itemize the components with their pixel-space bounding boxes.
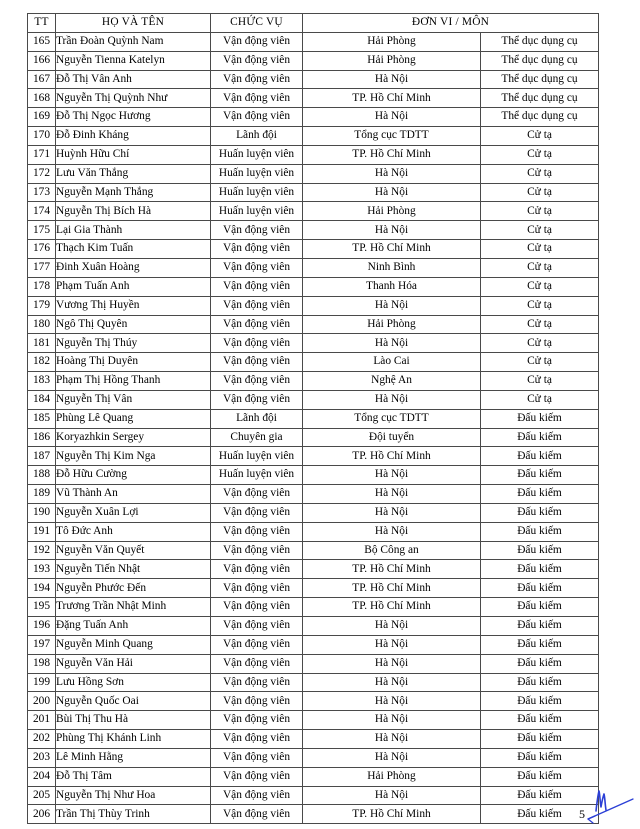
table-row (28, 296, 599, 315)
cell-unit: Hà Nội (303, 70, 481, 89)
cell-role: Vận động viên (211, 654, 303, 673)
cell-sport: Đấu kiếm (481, 541, 599, 560)
cell-tt: 166 (28, 51, 56, 70)
cell-tt: 192 (28, 541, 56, 560)
cell-unit: Hà Nội (303, 164, 481, 183)
cell-role: Huấn luyện viên (211, 447, 303, 466)
table-row (28, 730, 599, 749)
cell-sport: Đấu kiếm (481, 579, 599, 598)
cell-sport: Đấu kiếm (481, 466, 599, 485)
table-row (28, 372, 599, 391)
cell-tt: 190 (28, 503, 56, 522)
cell-name: Lại Gia Thành (56, 221, 211, 240)
cell-unit: Hải Phòng (303, 202, 481, 221)
cell-name: Nguyễn Phước Đến (56, 579, 211, 598)
cell-name: Nguyễn Tienna Katelyn (56, 51, 211, 70)
cell-role: Vận động viên (211, 296, 303, 315)
cell-name: Phạm Thị Hồng Thanh (56, 372, 211, 391)
cell-unit: TP. Hồ Chí Minh (303, 447, 481, 466)
table-header (28, 14, 599, 33)
page-number: 5 (579, 807, 585, 821)
cell-role: Vận động viên (211, 221, 303, 240)
cell-unit: TP. Hồ Chí Minh (303, 598, 481, 617)
cell-sport: Thể dục dụng cụ (481, 51, 599, 70)
cell-unit: Hải Phòng (303, 315, 481, 334)
cell-sport: Cử tạ (481, 127, 599, 146)
cell-role: Huấn luyện viên (211, 145, 303, 164)
cell-unit: Hà Nội (303, 654, 481, 673)
table-row (28, 70, 599, 89)
cell-sport: Cử tạ (481, 334, 599, 353)
cell-role: Vận động viên (211, 277, 303, 296)
cell-sport: Thể dục dụng cụ (481, 108, 599, 127)
table-row (28, 767, 599, 786)
cell-unit: Hà Nội (303, 390, 481, 409)
cell-unit: Hà Nội (303, 673, 481, 692)
cell-unit: Hà Nội (303, 485, 481, 504)
cell-role: Vận động viên (211, 748, 303, 767)
cell-unit: Hà Nội (303, 183, 481, 202)
table-row (28, 32, 599, 51)
cell-role: Vận động viên (211, 805, 303, 824)
cell-sport: Cử tạ (481, 372, 599, 391)
cell-unit: Hải Phòng (303, 767, 481, 786)
table-row (28, 579, 599, 598)
cell-unit: Hà Nội (303, 221, 481, 240)
cell-sport: Cử tạ (481, 221, 599, 240)
cell-name: Vũ Thành An (56, 485, 211, 504)
cell-name: Thạch Kim Tuấn (56, 240, 211, 259)
cell-role: Vận động viên (211, 560, 303, 579)
cell-name: Hoàng Thị Duyên (56, 353, 211, 372)
cell-name: Nguyễn Xuân Lợi (56, 503, 211, 522)
cell-tt: 167 (28, 70, 56, 89)
cell-sport: Đấu kiếm (481, 654, 599, 673)
cell-name: Lê Minh Hằng (56, 748, 211, 767)
cell-unit: Nghệ An (303, 372, 481, 391)
cell-tt: 177 (28, 258, 56, 277)
cell-unit: Hà Nội (303, 617, 481, 636)
cell-unit: Hải Phòng (303, 32, 481, 51)
cell-role: Huấn luyện viên (211, 466, 303, 485)
cell-role: Vận động viên (211, 786, 303, 805)
cell-sport: Thể dục dụng cụ (481, 70, 599, 89)
table-row (28, 277, 599, 296)
cell-sport: Đấu kiếm (481, 730, 599, 749)
table-row (28, 503, 599, 522)
table-row (28, 560, 599, 579)
cell-tt: 170 (28, 127, 56, 146)
table-row (28, 51, 599, 70)
cell-name: Đỗ Thị Vân Anh (56, 70, 211, 89)
cell-role: Vận động viên (211, 579, 303, 598)
cell-unit: Hà Nội (303, 466, 481, 485)
table-row (28, 390, 599, 409)
cell-sport: Cử tạ (481, 183, 599, 202)
cell-tt: 205 (28, 786, 56, 805)
cell-tt: 180 (28, 315, 56, 334)
cell-tt: 198 (28, 654, 56, 673)
cell-sport: Đấu kiếm (481, 711, 599, 730)
cell-tt: 174 (28, 202, 56, 221)
cell-sport: Đấu kiếm (481, 786, 599, 805)
cell-tt: 188 (28, 466, 56, 485)
cell-sport: Đấu kiếm (481, 673, 599, 692)
cell-sport: Đấu kiếm (481, 617, 599, 636)
cell-name: Lưu Hồng Sơn (56, 673, 211, 692)
cell-name: Nguyễn Văn Quyết (56, 541, 211, 560)
cell-unit: Hà Nội (303, 692, 481, 711)
cell-unit: Đội tuyển (303, 428, 481, 447)
cell-role: Vận động viên (211, 730, 303, 749)
table-row (28, 466, 599, 485)
cell-tt: 172 (28, 164, 56, 183)
table-row (28, 258, 599, 277)
table-row (28, 654, 599, 673)
cell-unit: Hà Nội (303, 635, 481, 654)
cell-sport: Cử tạ (481, 353, 599, 372)
cell-role: Vận động viên (211, 258, 303, 277)
cell-tt: 203 (28, 748, 56, 767)
table-row (28, 108, 599, 127)
cell-name: Đặng Tuấn Anh (56, 617, 211, 636)
cell-tt: 175 (28, 221, 56, 240)
cell-name: Đỗ Hữu Cường (56, 466, 211, 485)
cell-tt: 195 (28, 598, 56, 617)
table-row (28, 786, 599, 805)
cell-tt: 169 (28, 108, 56, 127)
table-row (28, 428, 599, 447)
cell-sport: Đấu kiếm (481, 522, 599, 541)
cell-name: Huỳnh Hữu Chí (56, 145, 211, 164)
cell-unit: Hà Nội (303, 522, 481, 541)
cell-role: Vận động viên (211, 108, 303, 127)
cell-name: Phùng Thị Khánh Linh (56, 730, 211, 749)
cell-tt: 168 (28, 89, 56, 108)
cell-role: Vận động viên (211, 32, 303, 51)
cell-sport: Đấu kiếm (481, 560, 599, 579)
table-row (28, 748, 599, 767)
cell-tt: 189 (28, 485, 56, 504)
cell-role: Vận động viên (211, 522, 303, 541)
cell-name: Đỗ Đinh Kháng (56, 127, 211, 146)
cell-tt: 165 (28, 32, 56, 51)
cell-tt: 194 (28, 579, 56, 598)
cell-name: Lưu Văn Thắng (56, 164, 211, 183)
table-row (28, 89, 599, 108)
table-body (28, 32, 599, 823)
cell-tt: 182 (28, 353, 56, 372)
cell-sport: Đấu kiếm (481, 598, 599, 617)
cell-sport: Đấu kiếm (481, 767, 599, 786)
cell-role: Lãnh đội (211, 127, 303, 146)
cell-sport: Đấu kiếm (481, 635, 599, 654)
table-row (28, 127, 599, 146)
cell-role: Vận động viên (211, 334, 303, 353)
table-row (28, 635, 599, 654)
cell-name: Trần Thị Thùy Trinh (56, 805, 211, 824)
cell-name: Đỗ Thị Tâm (56, 767, 211, 786)
cell-name: Tô Đức Anh (56, 522, 211, 541)
cell-role: Vận động viên (211, 372, 303, 391)
cell-role: Vận động viên (211, 353, 303, 372)
cell-name: Đinh Xuân Hoàng (56, 258, 211, 277)
cell-tt: 171 (28, 145, 56, 164)
cell-sport: Đấu kiếm (481, 447, 599, 466)
cell-name: Nguyễn Tiến Nhật (56, 560, 211, 579)
cell-unit: Hà Nội (303, 786, 481, 805)
table-row (28, 183, 599, 202)
cell-sport: Cử tạ (481, 202, 599, 221)
cell-sport: Đấu kiếm (481, 503, 599, 522)
cell-name: Phùng Lê Quang (56, 409, 211, 428)
table-row (28, 334, 599, 353)
cell-role: Huấn luyện viên (211, 183, 303, 202)
cell-unit: Hà Nội (303, 334, 481, 353)
table-row (28, 617, 599, 636)
table-row (28, 315, 599, 334)
table-header-row (28, 14, 599, 33)
cell-name: Ngô Thị Quyên (56, 315, 211, 334)
cell-tt: 183 (28, 372, 56, 391)
cell-unit: TP. Hồ Chí Minh (303, 805, 481, 824)
table-row (28, 805, 599, 824)
column-header-unit-sport: ĐƠN VI / MÔN (303, 14, 599, 33)
cell-tt: 206 (28, 805, 56, 824)
cell-tt: 181 (28, 334, 56, 353)
cell-role: Vận động viên (211, 692, 303, 711)
cell-sport: Thể dục dụng cụ (481, 32, 599, 51)
cell-role: Huấn luyện viên (211, 164, 303, 183)
cell-unit: TP. Hồ Chí Minh (303, 89, 481, 108)
table-row (28, 221, 599, 240)
cell-unit: Hà Nội (303, 108, 481, 127)
cell-sport: Thể dục dụng cụ (481, 89, 599, 108)
cell-role: Chuyên gia (211, 428, 303, 447)
cell-unit: Hà Nội (303, 730, 481, 749)
cell-name: Nguyễn Quốc Oai (56, 692, 211, 711)
cell-name: Đỗ Thị Ngọc Hương (56, 108, 211, 127)
cell-role: Vận động viên (211, 503, 303, 522)
cell-sport: Đấu kiếm (481, 485, 599, 504)
cell-role: Huấn luyện viên (211, 202, 303, 221)
column-header-name: HỌ VÀ TÊN (56, 14, 211, 33)
cell-tt: 176 (28, 240, 56, 259)
cell-unit: Hà Nội (303, 503, 481, 522)
cell-unit: Thanh Hóa (303, 277, 481, 296)
cell-role: Vận động viên (211, 617, 303, 636)
table-row (28, 485, 599, 504)
cell-name: Nguyễn Thị Thúy (56, 334, 211, 353)
cell-role: Vận động viên (211, 767, 303, 786)
cell-role: Vận động viên (211, 390, 303, 409)
cell-sport: Đấu kiếm (481, 692, 599, 711)
cell-role: Vận động viên (211, 673, 303, 692)
cell-sport: Cử tạ (481, 258, 599, 277)
table-row (28, 598, 599, 617)
cell-sport: Cử tạ (481, 240, 599, 259)
table-row (28, 541, 599, 560)
cell-tt: 200 (28, 692, 56, 711)
cell-tt: 184 (28, 390, 56, 409)
table-row (28, 240, 599, 259)
table-row (28, 145, 599, 164)
cell-name: Phạm Tuấn Anh (56, 277, 211, 296)
cell-name: Nguyễn Mạnh Thắng (56, 183, 211, 202)
cell-unit: TP. Hồ Chí Minh (303, 145, 481, 164)
cell-tt: 186 (28, 428, 56, 447)
cell-role: Vận động viên (211, 598, 303, 617)
cell-unit: Bộ Công an (303, 541, 481, 560)
table-row (28, 447, 599, 466)
cell-sport: Cử tạ (481, 164, 599, 183)
table-row (28, 409, 599, 428)
column-header-tt: TT (28, 14, 56, 33)
column-header-role: CHỨC VỤ (211, 14, 303, 33)
cell-name: Nguyễn Thị Bích Hà (56, 202, 211, 221)
cell-role: Vận động viên (211, 51, 303, 70)
cell-name: Bùi Thị Thu Hà (56, 711, 211, 730)
cell-unit: Tổng cục TDTT (303, 127, 481, 146)
table-row (28, 202, 599, 221)
cell-role: Vận động viên (211, 485, 303, 504)
cell-tt: 202 (28, 730, 56, 749)
cell-sport: Đấu kiếm (481, 428, 599, 447)
cell-sport: Cử tạ (481, 145, 599, 164)
cell-sport: Cử tạ (481, 296, 599, 315)
cell-role: Vận động viên (211, 635, 303, 654)
cell-sport: Cử tạ (481, 315, 599, 334)
table-row (28, 711, 599, 730)
table-row (28, 164, 599, 183)
cell-tt: 191 (28, 522, 56, 541)
table-row (28, 353, 599, 372)
cell-role: Vận động viên (211, 70, 303, 89)
cell-role: Vận động viên (211, 89, 303, 108)
cell-unit: Tổng cục TDTT (303, 409, 481, 428)
cell-tt: 201 (28, 711, 56, 730)
cell-unit: TP. Hồ Chí Minh (303, 579, 481, 598)
cell-sport: Cử tạ (481, 277, 599, 296)
table-row (28, 673, 599, 692)
cell-role: Vận động viên (211, 711, 303, 730)
cell-sport: Đấu kiếm (481, 805, 599, 824)
cell-tt: 185 (28, 409, 56, 428)
cell-tt: 196 (28, 617, 56, 636)
cell-name: Nguyễn Thị Quỳnh Như (56, 89, 211, 108)
cell-name: Koryazhkin Sergey (56, 428, 211, 447)
cell-role: Vận động viên (211, 240, 303, 259)
cell-unit: Hà Nội (303, 748, 481, 767)
cell-tt: 193 (28, 560, 56, 579)
cell-unit: Ninh Bình (303, 258, 481, 277)
cell-name: Nguyễn Thị Như Hoa (56, 786, 211, 805)
cell-tt: 204 (28, 767, 56, 786)
cell-sport: Đấu kiếm (481, 409, 599, 428)
cell-tt: 187 (28, 447, 56, 466)
cell-tt: 199 (28, 673, 56, 692)
cell-sport: Đấu kiếm (481, 748, 599, 767)
table-row (28, 522, 599, 541)
cell-name: Nguyễn Văn Hải (56, 654, 211, 673)
cell-tt: 179 (28, 296, 56, 315)
cell-unit: Hà Nội (303, 711, 481, 730)
table-row (28, 692, 599, 711)
cell-name: Vương Thị Huyền (56, 296, 211, 315)
cell-unit: Hà Nội (303, 296, 481, 315)
cell-name: Nguyễn Thị Vân (56, 390, 211, 409)
cell-sport: Cử tạ (481, 390, 599, 409)
cell-unit: Hải Phòng (303, 51, 481, 70)
cell-unit: TP. Hồ Chí Minh (303, 240, 481, 259)
cell-unit: TP. Hồ Chí Minh (303, 560, 481, 579)
cell-role: Lãnh đội (211, 409, 303, 428)
cell-name: Nguyễn Minh Quang (56, 635, 211, 654)
cell-name: Trương Trần Nhật Minh (56, 598, 211, 617)
cell-unit: Lào Cai (303, 353, 481, 372)
cell-tt: 197 (28, 635, 56, 654)
cell-name: Nguyễn Thị Kim Nga (56, 447, 211, 466)
athlete-roster-table (27, 13, 599, 824)
cell-name: Trần Đoàn Quỳnh Nam (56, 32, 211, 51)
cell-role: Vận động viên (211, 315, 303, 334)
cell-role: Vận động viên (211, 541, 303, 560)
cell-tt: 173 (28, 183, 56, 202)
cell-tt: 178 (28, 277, 56, 296)
